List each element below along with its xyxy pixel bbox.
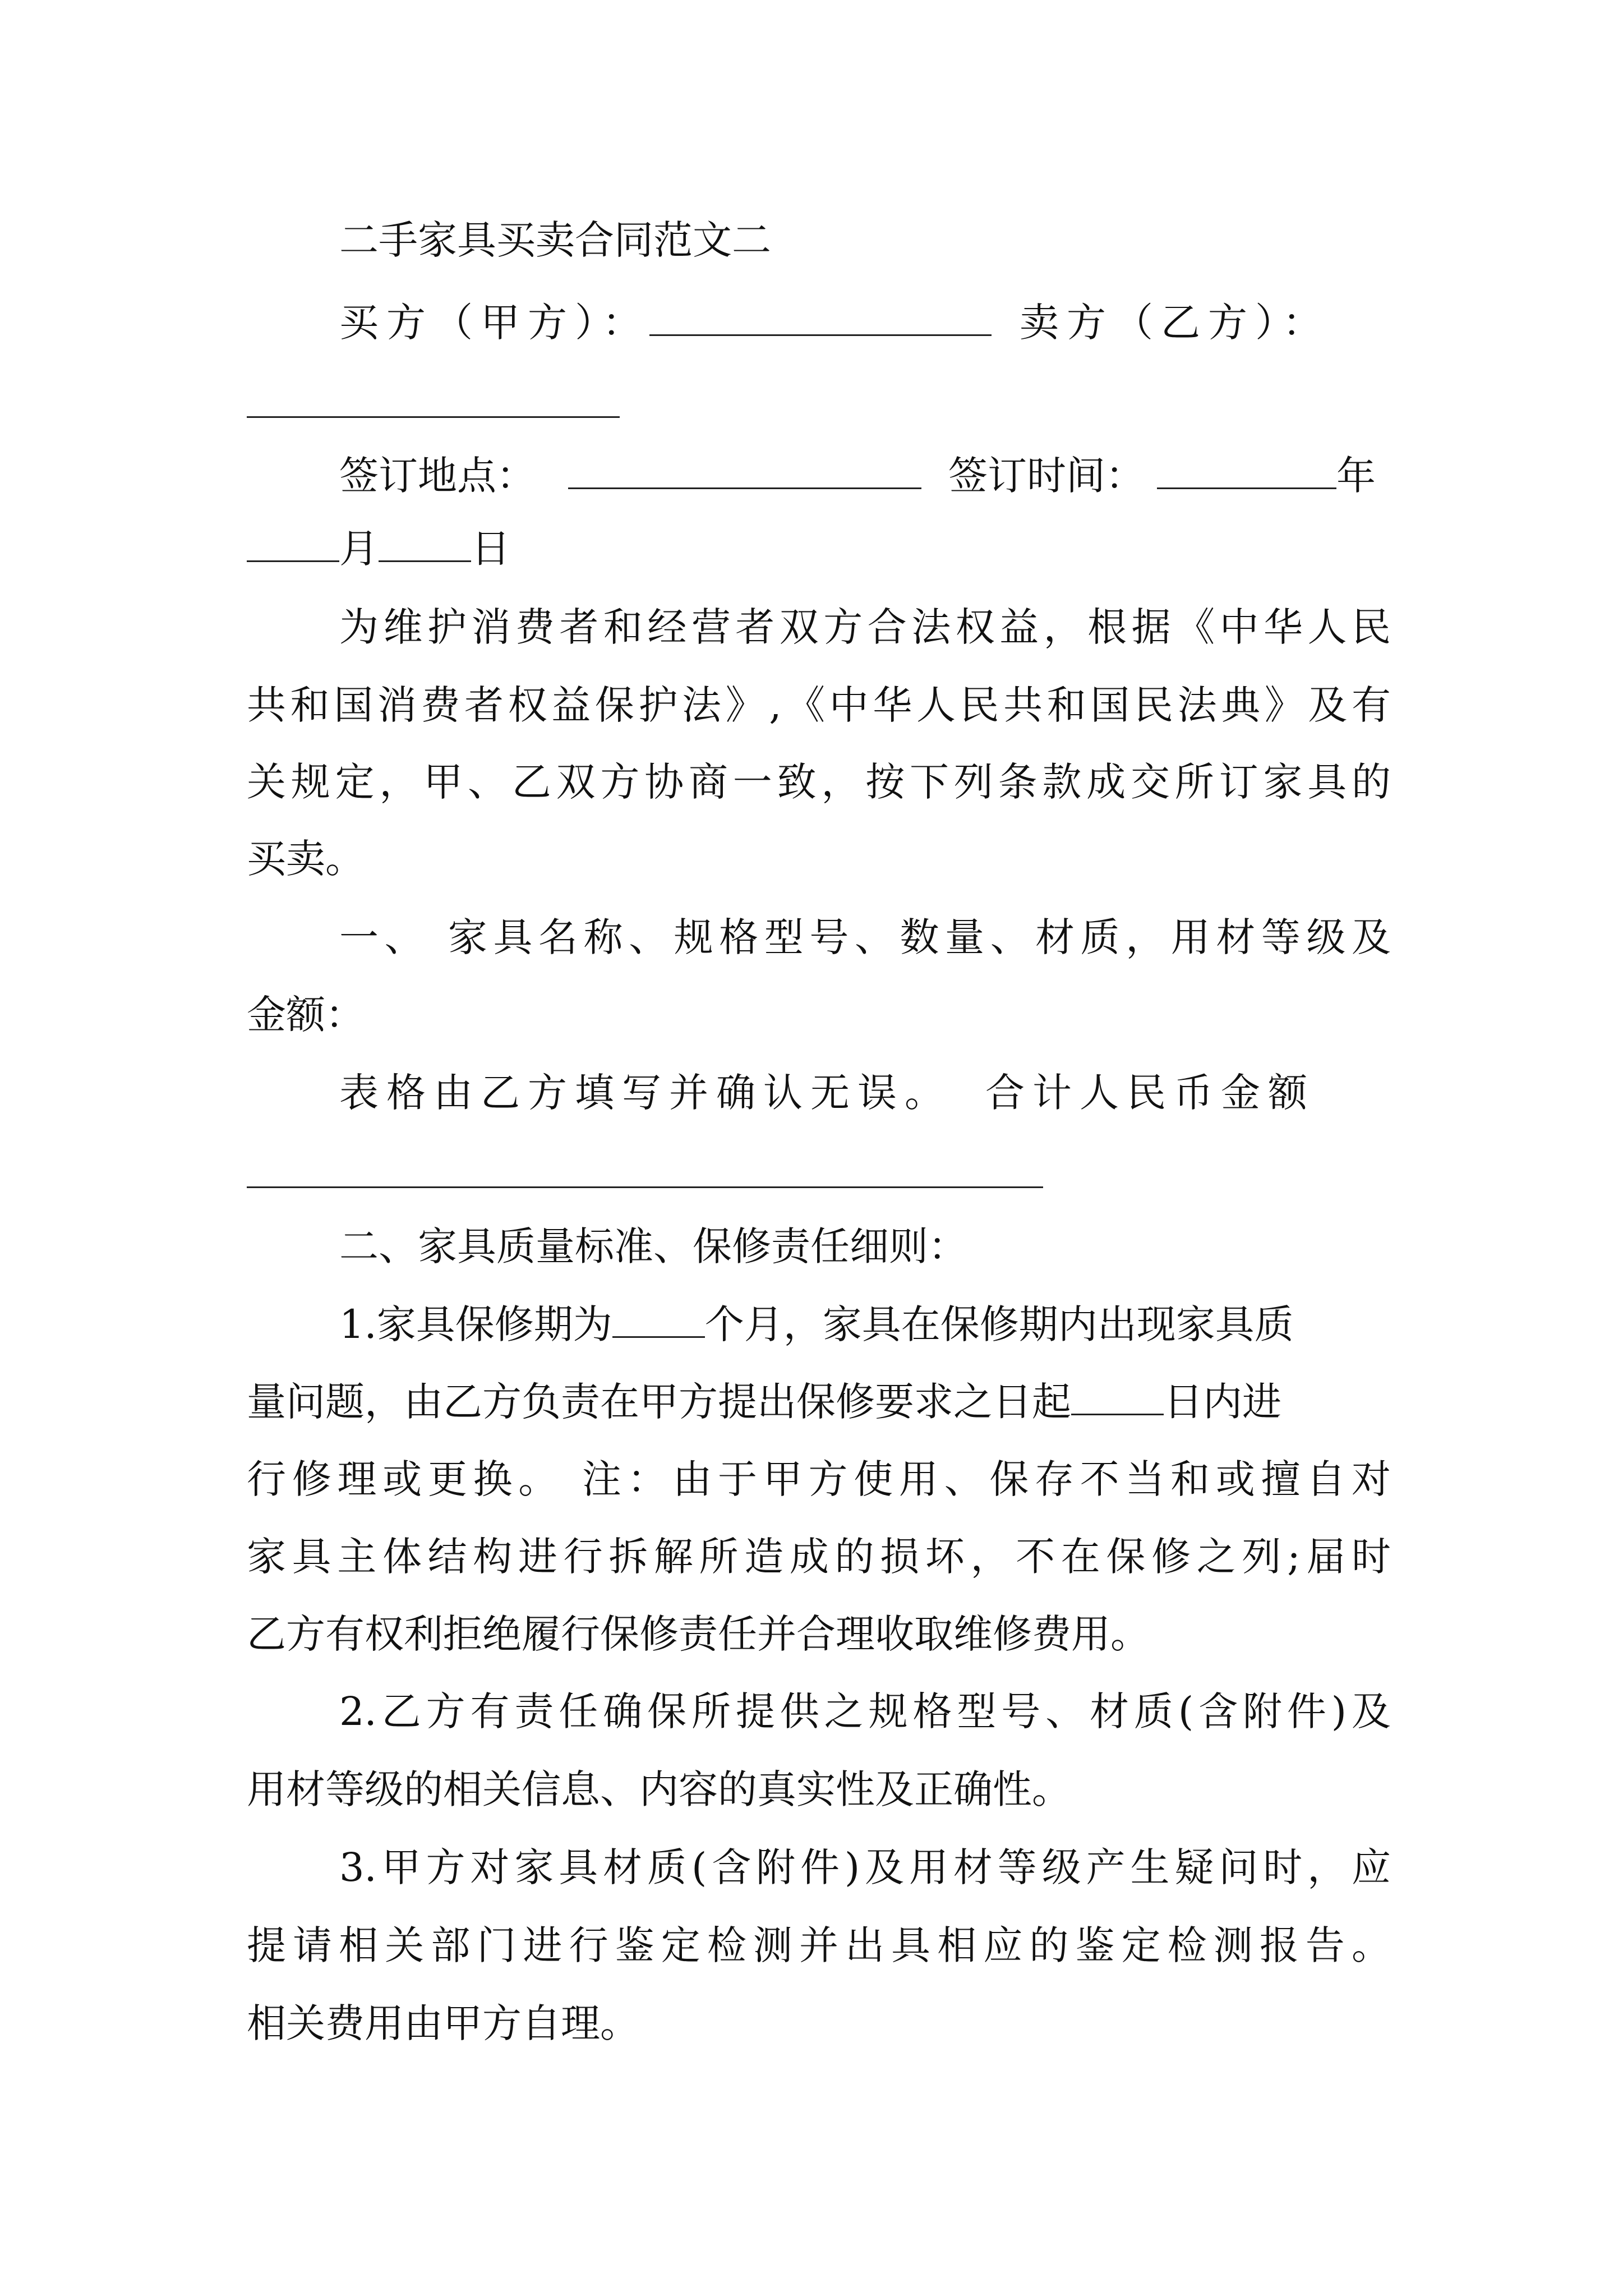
section1-heading-cont: 金额： [247, 992, 365, 1038]
document-title: 二手家具买卖合同范文二 [339, 217, 771, 263]
item1-line-1 [339, 1299, 1391, 1350]
section2-heading: 二、家具质量标准、保修责任细则： [339, 1223, 967, 1269]
repair-days-blank [1071, 1378, 1164, 1415]
signing-date-line [247, 523, 1391, 574]
signing-line [339, 450, 1391, 501]
item1-text-d: 日内进 [1164, 1379, 1281, 1425]
item1-text-c: 量问题，由乙方负责在甲方提出保修要求之日起 [247, 1379, 1071, 1425]
preamble-line-4: 买卖。 [247, 836, 365, 882]
item3-line-1: 3.甲方对家具材质(含附件)及用材等级产生疑问时，应 [339, 1844, 1391, 1890]
warranty-months-blank [612, 1300, 705, 1338]
section1-heading: 一、 家具名称、规格型号、数量、材质，用材等级及 [339, 914, 1391, 960]
item2-line-1: 2.乙方有责任确保所提供之规格型号、材质(含附件)及 [339, 1688, 1391, 1734]
item1-line-5: 乙方有权利拒绝履行保修责任并合理收取维修费用。 [247, 1611, 1150, 1657]
item1-line-2 [247, 1377, 1391, 1427]
signing-year-blank [1157, 452, 1336, 489]
item3-line-2: 提请相关部门进行鉴定检测并出具相应的鉴定检测报告。 [247, 1922, 1391, 1968]
table-note-line [339, 1068, 1382, 1118]
total-amount-blank [247, 1186, 1043, 1188]
total-amount-label: 合计人民币金额 [985, 1070, 1315, 1116]
preamble-line-1: 为维护消费者和经营者双方合法权益，根据《中华人民 [339, 604, 1391, 650]
item1-line-3: 行修理或更换。 注：由于甲方使用、保存不当和或擅自对 [247, 1456, 1391, 1502]
item3-line-3: 相关费用由甲方自理。 [247, 2000, 639, 2046]
table-note: 表格由乙方填写并确认无误。 [339, 1070, 952, 1116]
seller-label: 卖方（乙方）： [1020, 300, 1330, 346]
buyer-blank [649, 298, 992, 336]
signing-place-blank [568, 452, 921, 489]
parties-line [339, 297, 1422, 348]
preamble-line-2: 共和国消费者权益保护法》,《中华人民共和国民法典》及有 [247, 682, 1391, 728]
item1-text-a: 1.家具保修期为 [339, 1301, 612, 1347]
item1-text-b: 个月，家具在保修期内出现家具质 [704, 1301, 1294, 1347]
buyer-label: 买方（甲方）： [339, 300, 649, 346]
preamble-line-3: 关规定，甲、乙双方协商一致，按下列条款成交所订家具的 [247, 759, 1391, 805]
year-suffix: 年 [1336, 453, 1376, 499]
month-suffix: 月 [339, 526, 379, 572]
day-suffix: 日 [471, 526, 510, 572]
item1-line-4: 家具主体结构进行拆解所造成的损坏，不在保修之列;届时 [247, 1534, 1391, 1580]
signing-time-label: 签订时间： [948, 453, 1145, 499]
day-blank [379, 524, 471, 562]
month-blank [247, 524, 339, 562]
seller-blank [247, 416, 620, 418]
item2-line-2: 用材等级的相关信息、内容的真实性及正确性。 [247, 1766, 1071, 1812]
signing-place-label: 签订地点： [339, 453, 536, 499]
